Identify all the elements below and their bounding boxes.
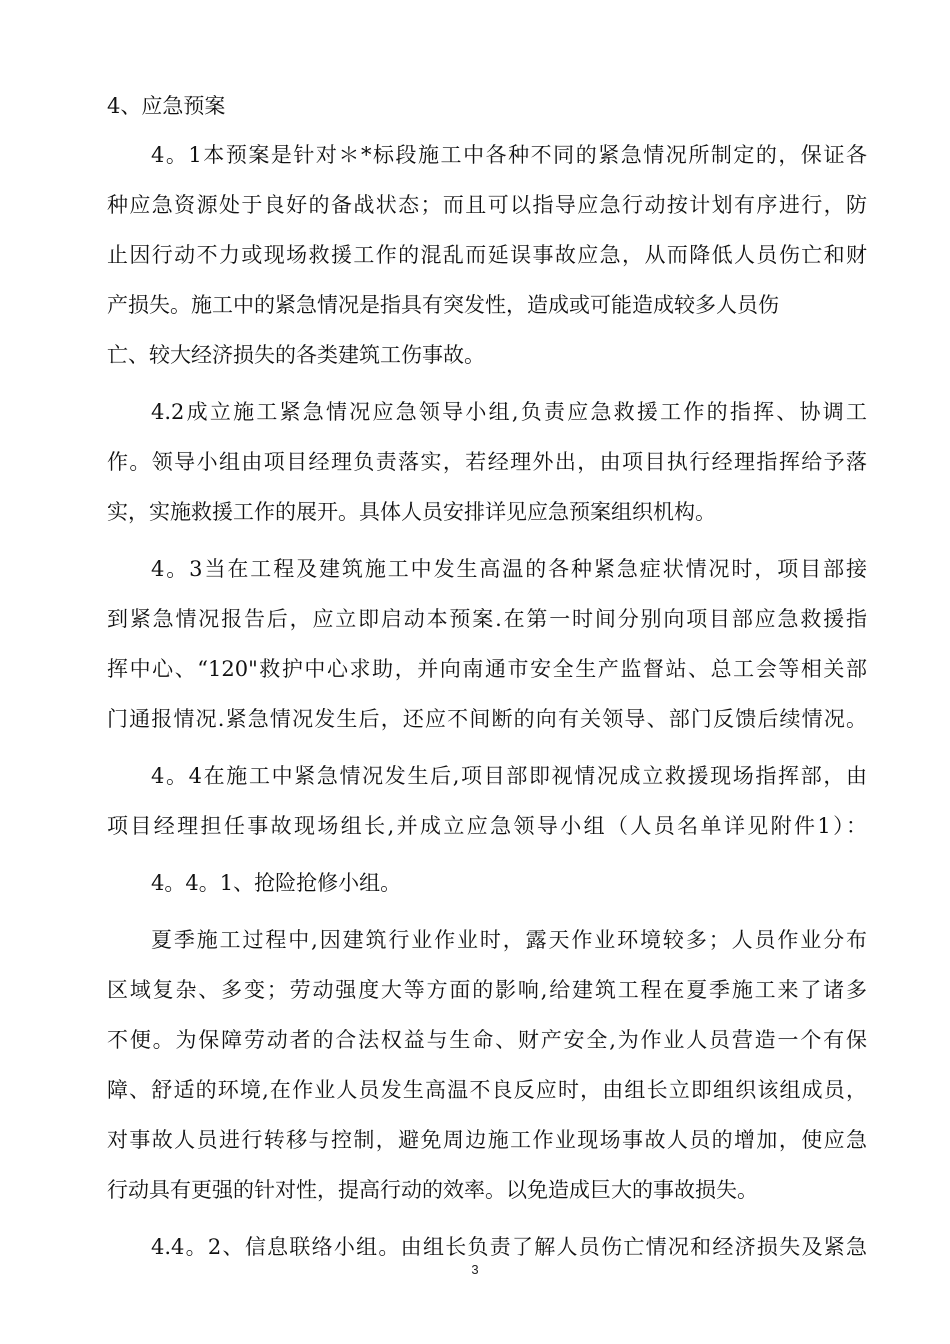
text-line: 不便。为保障劳动者的合法权益与生命、财产安全,为作业人员营造一个有保 [107, 1028, 867, 1052]
text-line: 门通报情况.紧急情况发生后，还应不间断的向有关领导、部门反馈后续情况。 [107, 707, 867, 731]
page-number: 3 [471, 1262, 479, 1277]
paragraph-4-3 [107, 544, 867, 744]
text-line: 4。4。1、抢险抢修小组。 [151, 871, 402, 895]
text-line: 4.2成立施工紧急情况应急领导小组,负责应急救援工作的指挥、协调工 [151, 400, 867, 424]
paragraph-4-2 [107, 387, 867, 537]
text-line: 亡、较大经济损失的各类建筑工伤事故。 [107, 343, 485, 367]
text-line: 作。领导小组由项目经理负责落实，若经理外出，由项目执行经理指挥给予落 [107, 450, 867, 474]
text-line: 种应急资源处于良好的备战状态；而且可以指导应急行动按计划有序进行，防 [107, 193, 867, 217]
text-line: 夏季施工过程中,因建筑行业作业时，露天作业环境较多；人员作业分布 [151, 928, 867, 952]
text-line: 产损失。施工中的紧急情况是指具有突发性，造成或可能造成较多人员伤 [107, 293, 779, 317]
text-line: 挥中心、“120"救护中心求助，并向南通市安全生产监督站、总工会等相关部 [107, 657, 867, 681]
section-heading: 4、应急预案 [107, 94, 226, 118]
text-line: 到紧急情况报告后，应立即启动本预案.在第一时间分别向项目部应急救援指 [107, 607, 867, 631]
text-line: 对事故人员进行转移与控制，避免周边施工作业现场事故人员的增加，使应急 [107, 1128, 867, 1152]
document-body [107, 88, 867, 1279]
paragraph-summer-construction [107, 915, 867, 1215]
text-line: 4.4。2、信息联络小组。由组长负责了解人员伤亡情况和经济损失及紧急 [151, 1235, 867, 1259]
text-line: 实，实施救援工作的展开。具体人员安排详见应急预案组织机构。 [107, 500, 716, 524]
text-line: 止因行动不力或现场救援工作的混乱而延误事故应急，从而降低人员伤亡和财 [107, 243, 867, 267]
text-line: 障、舒适的环境,在作业人员发生高温不良反应时，由组长立即组织该组成员， [107, 1078, 867, 1102]
text-line: 4。1本预案是针对＊*标段施工中各种不同的紧急情况所制定的，保证各 [151, 143, 867, 167]
paragraph-4-1 [107, 130, 867, 380]
text-line: 行动具有更强的针对性，提高行动的效率。以免造成巨大的事故损失。 [107, 1178, 758, 1202]
text-line: 4。3当在工程及建筑施工中发生高温的各种紧急症状情况时，项目部接 [151, 557, 867, 581]
paragraph-4-4 [107, 751, 867, 851]
text-line: 区域复杂、多变；劳动强度大等方面的影响,给建筑工程在夏季施工来了诸多 [107, 978, 867, 1002]
text-line: 4。4在施工中紧急情况发生后,项目部即视情况成立救援现场指挥部，由 [151, 764, 867, 788]
text-line: 项目经理担任事故现场组长,并成立应急领导小组（人员名单详见附件1）： [107, 814, 867, 838]
paragraph-4-4-1 [107, 858, 867, 908]
